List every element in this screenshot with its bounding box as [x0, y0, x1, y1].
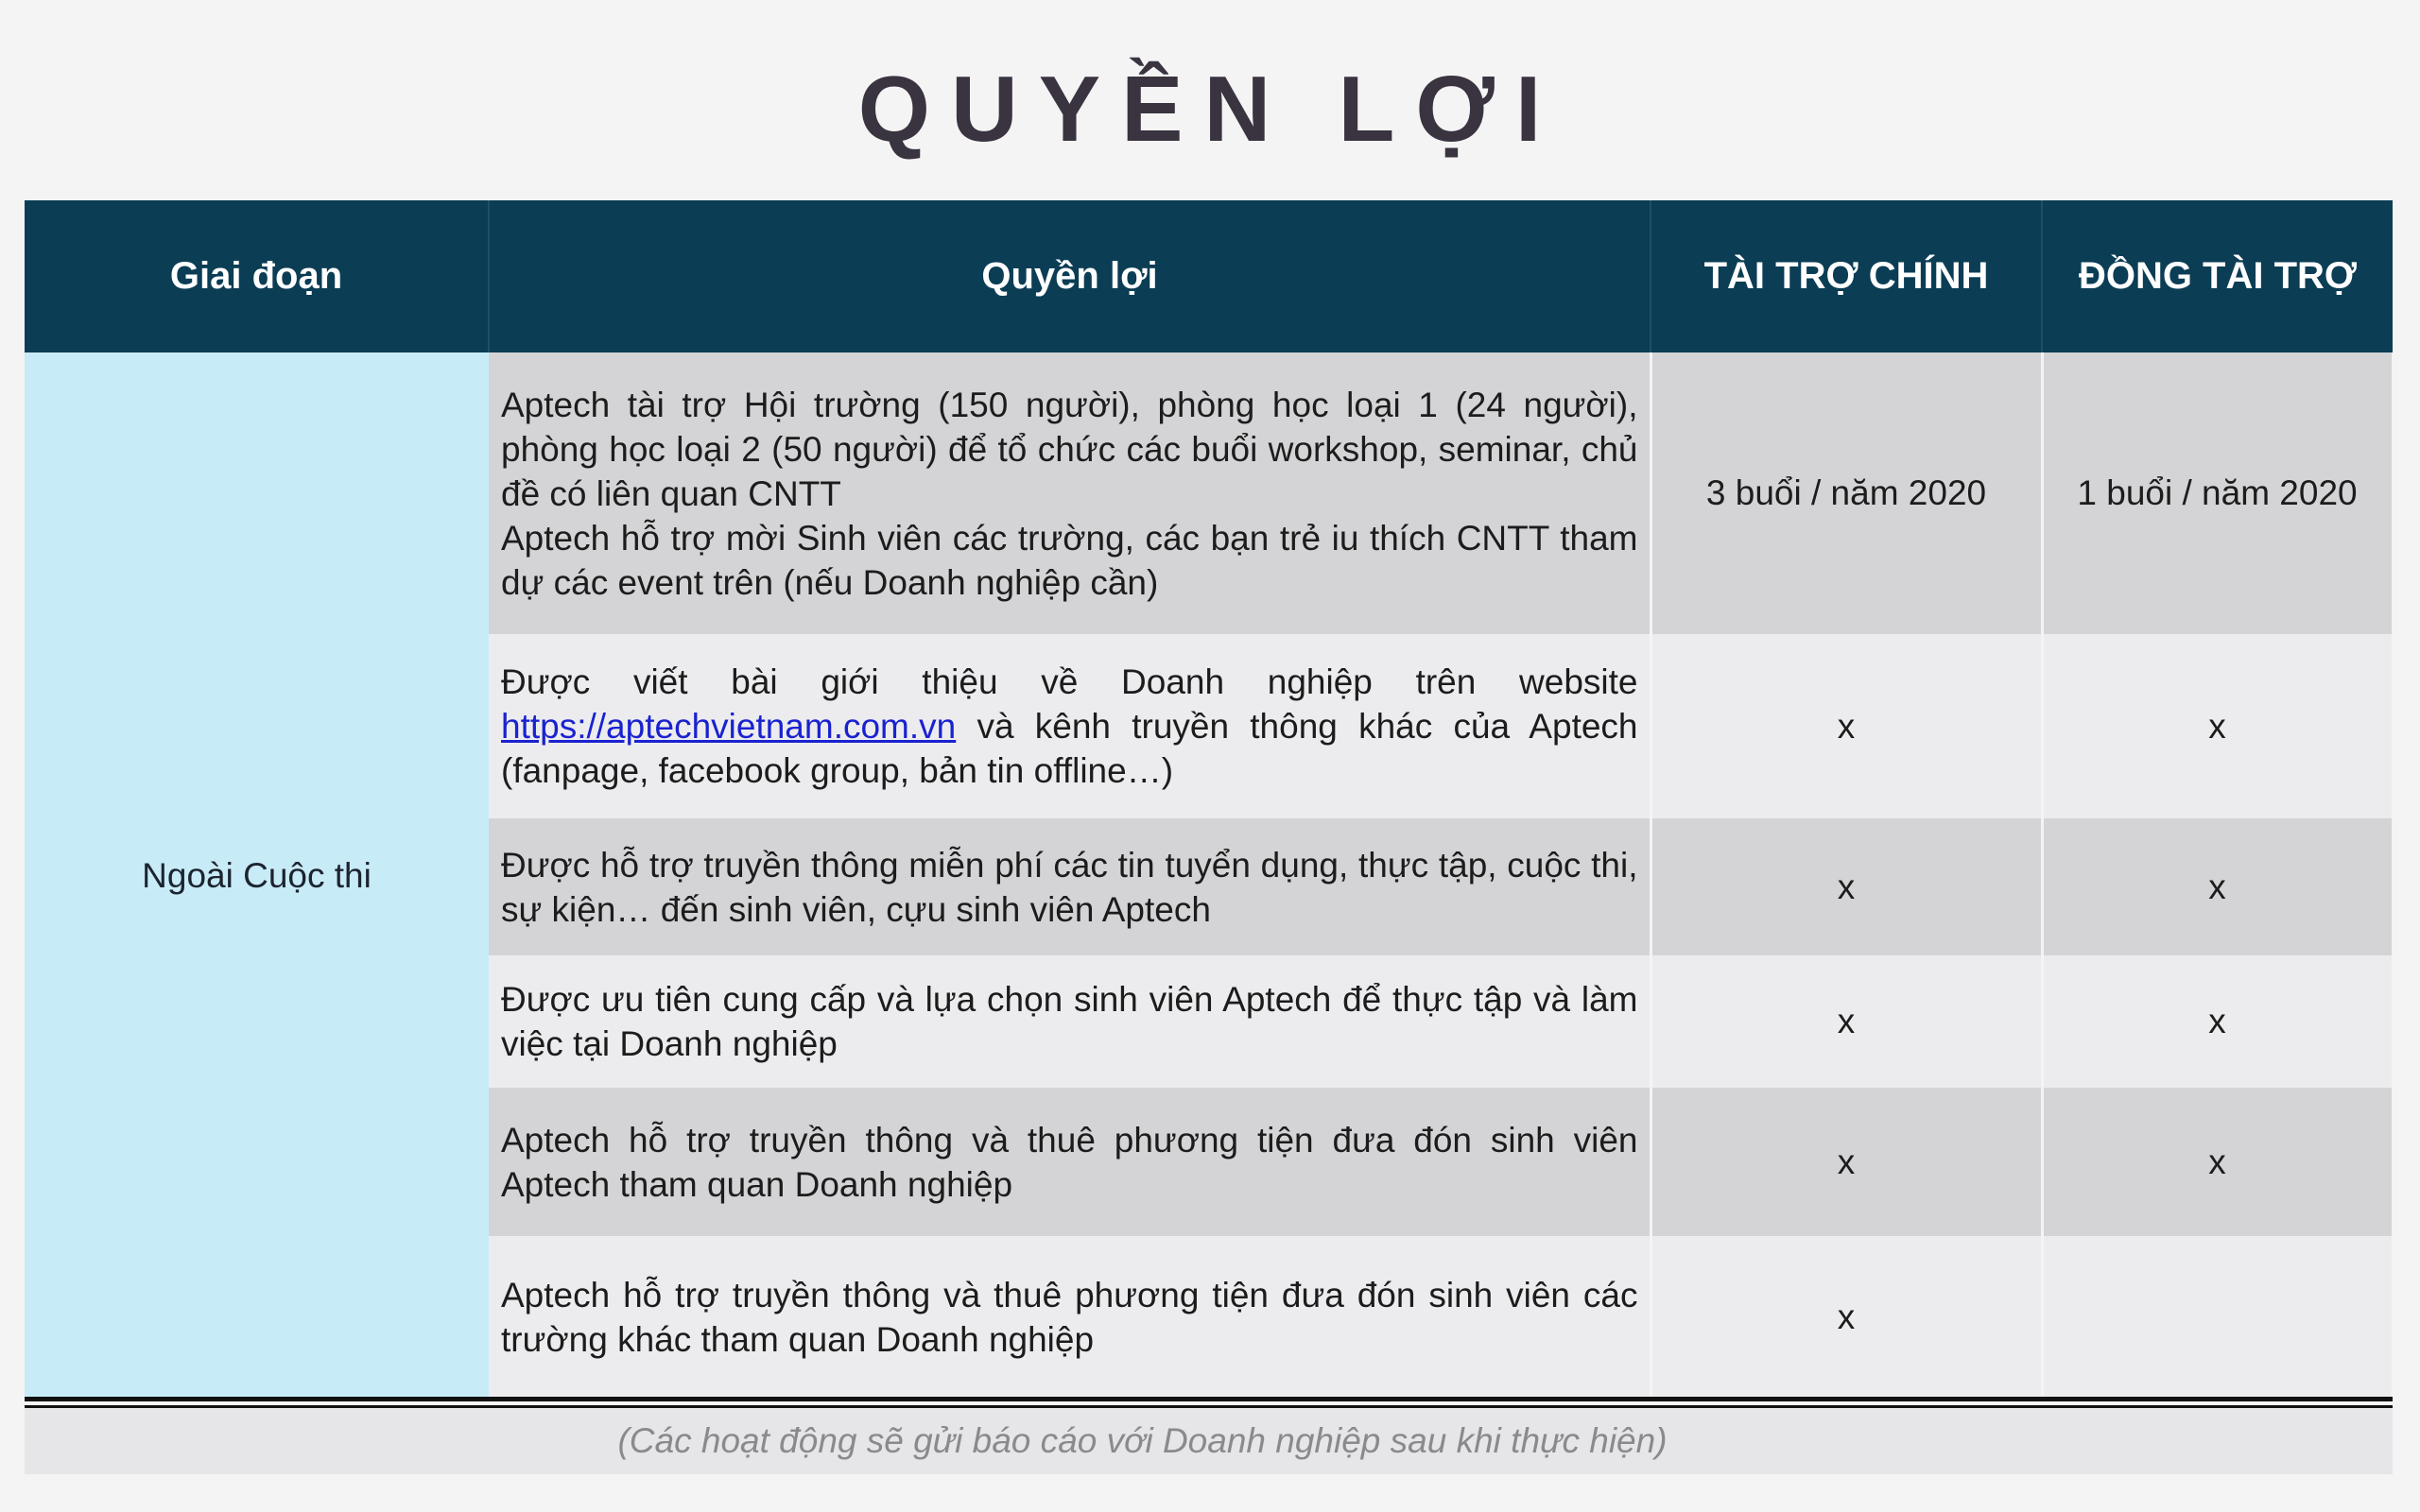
benefit-line: Aptech hỗ trợ mời Sinh viên các trường, các bạn trẻ iu thích CNTT tham dự các event trên (nếu Doanh nghiệp cần) — [501, 518, 1638, 602]
main-sponsor-value: x — [1651, 1088, 2042, 1236]
benefit-description — [489, 818, 1651, 955]
footer-note-text: (Các hoạt động sẽ gửi báo cáo với Doanh nghiệp sau khi thực hiện) — [617, 1421, 1668, 1460]
page-title: QUYỀN LỢI — [857, 57, 1563, 161]
main-sponsor-value: x — [1651, 634, 2042, 818]
benefit-description — [489, 352, 1651, 634]
footer-note — [25, 1408, 2393, 1474]
stage-cell: Ngoài Cuộc thi — [25, 352, 489, 1399]
benefit-line: Aptech hỗ trợ truyền thông và thuê phương tiện đưa đón sinh viên các trường khác tham quan Doanh nghiệp — [501, 1276, 1638, 1359]
benefit-text: và kênh truyền thông khác của Aptech (fanpage, facebook group, bản tin offline…) — [501, 707, 1638, 790]
co-sponsor-value: x — [2042, 955, 2393, 1088]
benefit-description — [489, 955, 1651, 1088]
co-sponsor-value: 1 buổi / năm 2020 — [2042, 352, 2393, 634]
benefits-table — [25, 200, 2394, 1399]
co-sponsor-value — [2042, 1236, 2393, 1399]
main-sponsor-value: 3 buổi / năm 2020 — [1651, 352, 2042, 634]
table-header-row — [25, 200, 2393, 352]
main-sponsor-value: x — [1651, 1236, 2042, 1399]
header-main-sponsor: TÀI TRỢ CHÍNH — [1651, 200, 2042, 352]
co-sponsor-value: x — [2042, 818, 2393, 955]
header-benefit: Quyền lợi — [489, 200, 1651, 352]
table-row — [25, 352, 2393, 634]
benefit-text: Được viết bài giới thiệu về Doanh nghiệp trên website — [501, 662, 1638, 701]
header-stage: Giai đoạn — [25, 200, 489, 352]
divider-thick — [25, 1397, 2393, 1401]
benefit-line: Được hỗ trợ truyền thông miễn phí các tin tuyển dụng, thực tập, cuộc thi, sự kiện… đến sinh viên, cựu sinh viên Aptech — [501, 845, 1638, 929]
benefit-line: Được ưu tiên cung cấp và lựa chọn sinh viên Aptech để thực tập và làm việc tại Doanh nghiệp — [501, 980, 1638, 1063]
co-sponsor-value: x — [2042, 634, 2393, 818]
header-co-sponsor: ĐỒNG TÀI TRỢ — [2042, 200, 2393, 352]
main-sponsor-value: x — [1651, 955, 2042, 1088]
benefit-line — [501, 660, 1638, 793]
co-sponsor-value: x — [2042, 1088, 2393, 1236]
benefit-description — [489, 1236, 1651, 1399]
benefit-line: Aptech tài trợ Hội trường (150 người), phòng học loại 1 (24 người), phòng học loại 2 (50 người) để tổ chức các buổi workshop, seminar, chủ đề có liên quan CNTT — [501, 385, 1638, 513]
benefit-line: Aptech hỗ trợ truyền thông và thuê phương tiện đưa đón sinh viên Aptech tham quan Doanh nghiệp — [501, 1120, 1638, 1204]
website-link[interactable]: https://aptechvietnam.com.vn — [501, 707, 957, 746]
benefit-description — [489, 1088, 1651, 1236]
benefit-description — [489, 634, 1651, 818]
main-sponsor-value: x — [1651, 818, 2042, 955]
